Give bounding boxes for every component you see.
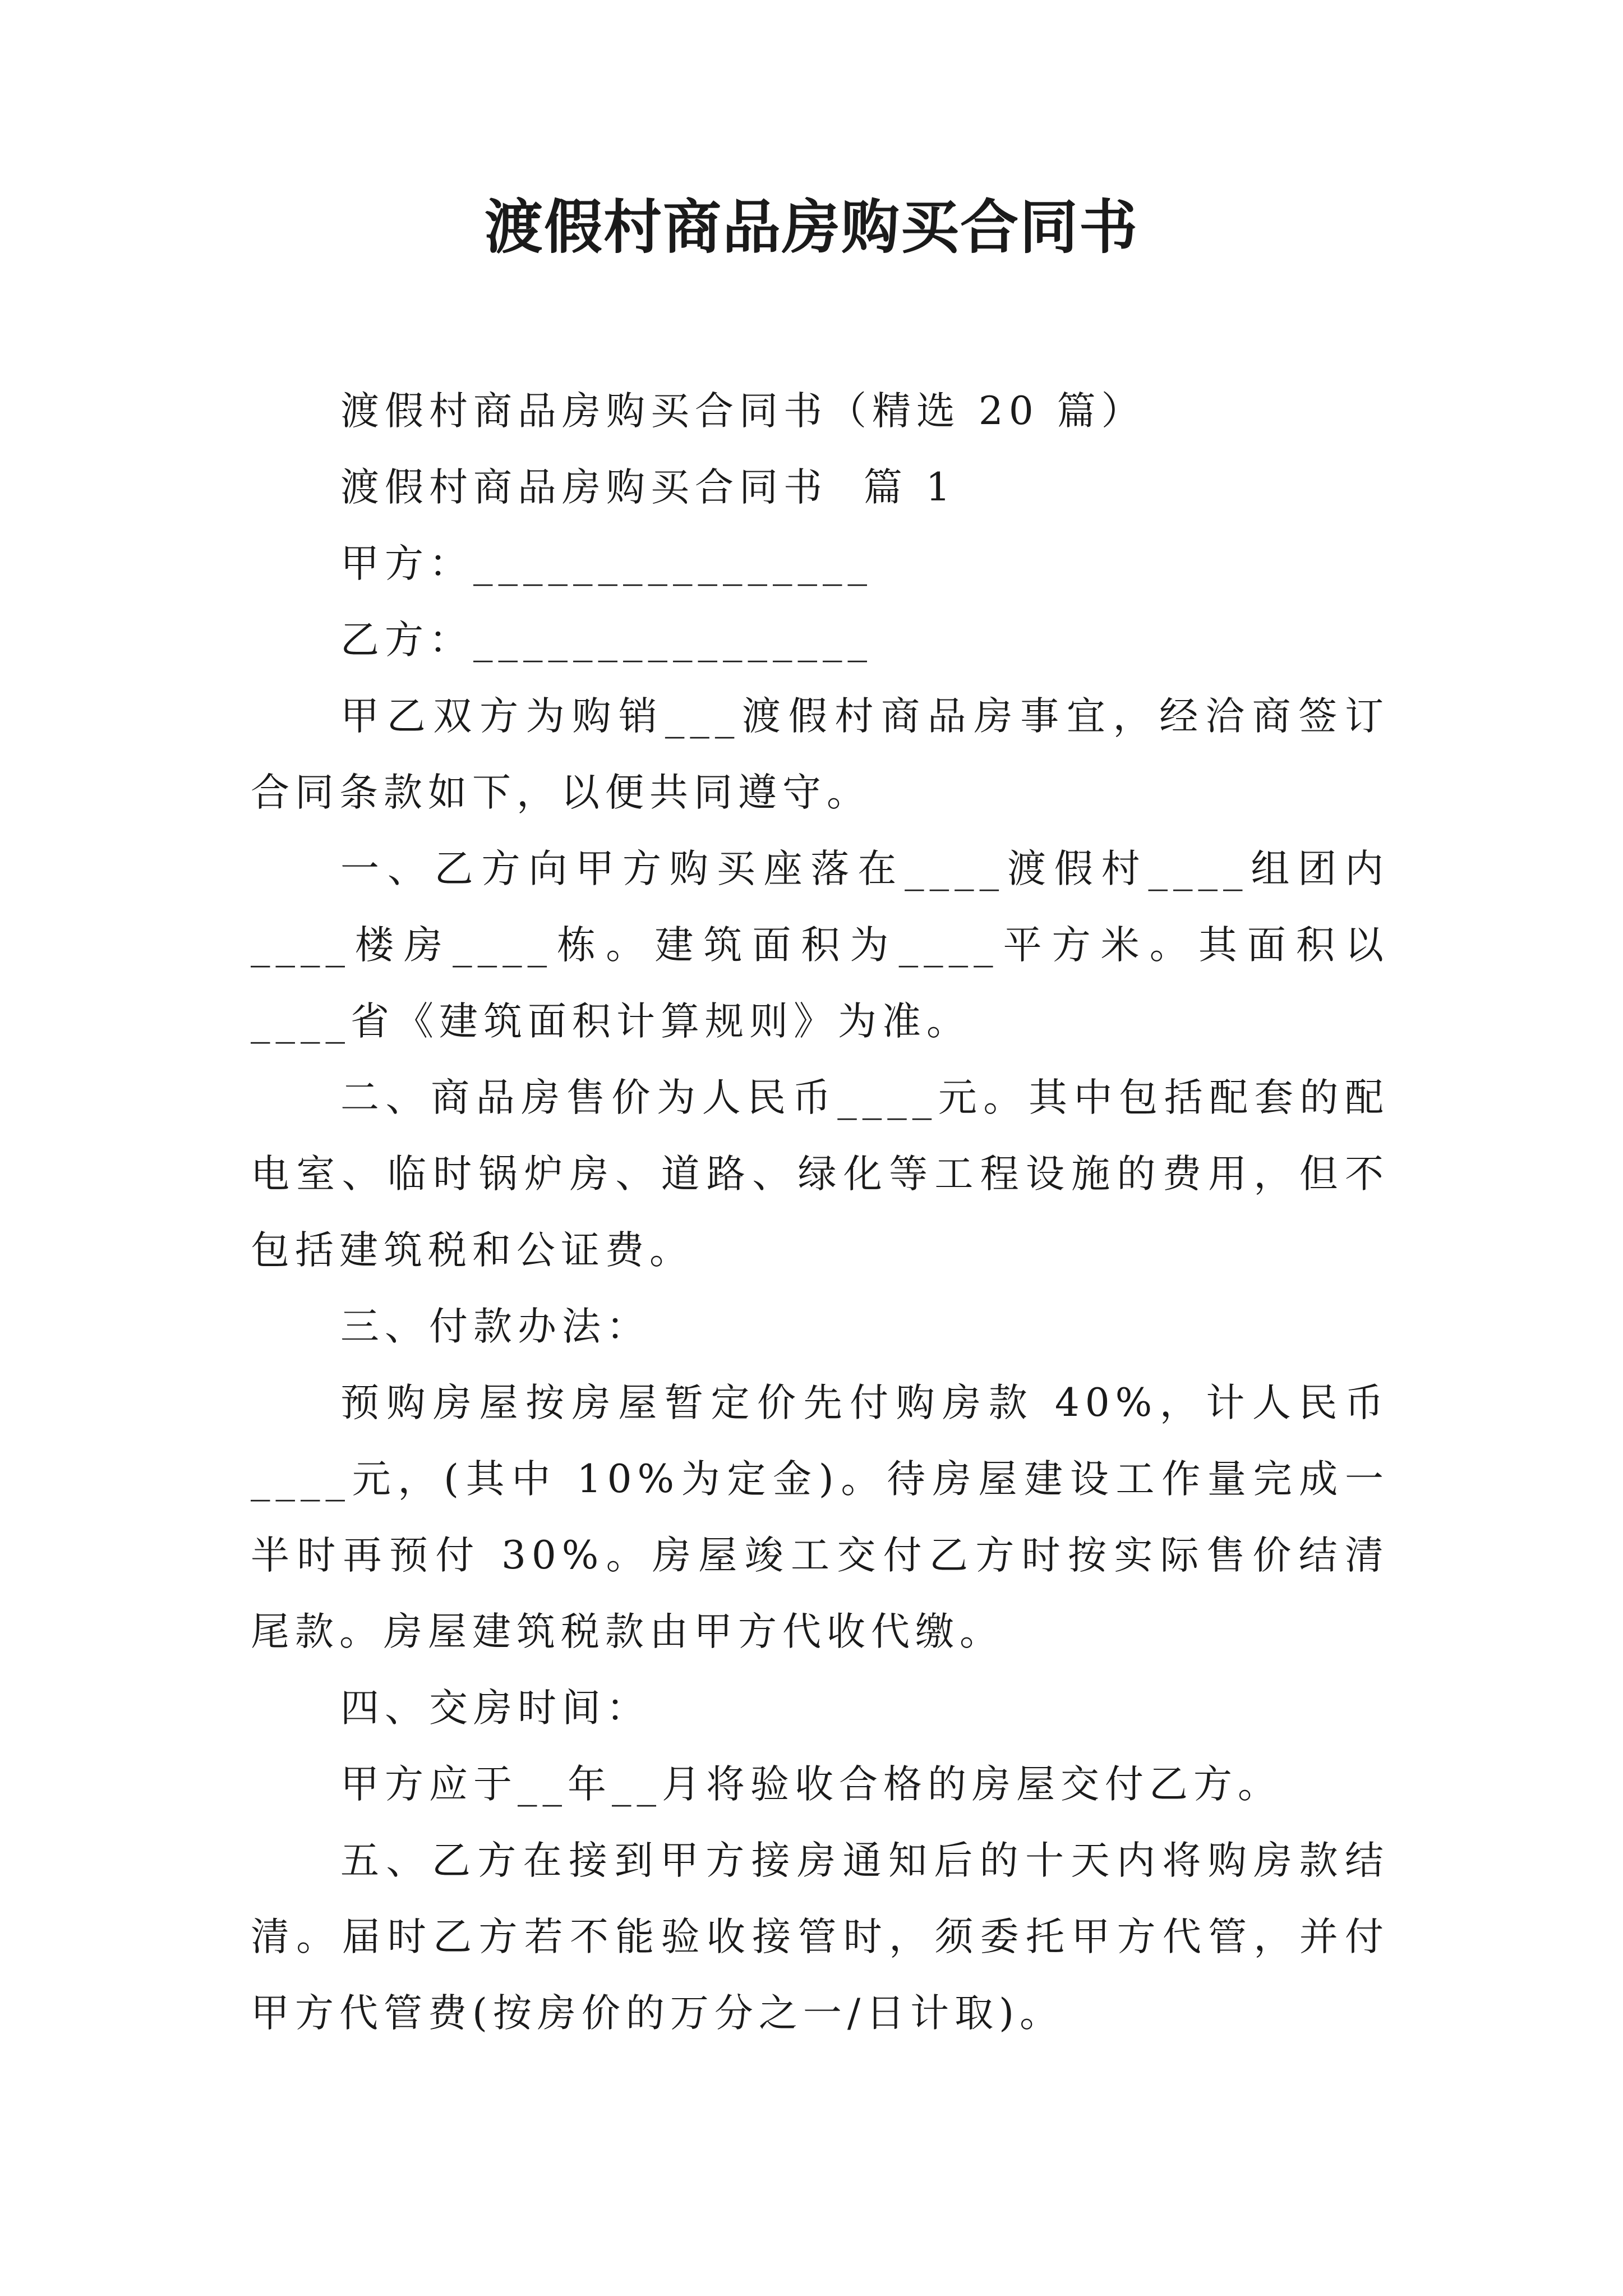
intro-paragraph: 甲乙双方为购销___渡假村商品房事宜，经洽商签订合同条款如下，以便共同遵守。 [251,694,1389,815]
clause-1: 一、乙方向甲方购买座落在____渡假村____组团内____楼房____栋。建筑面积为____平方米。其面积以____省《建筑面积计算规则》为准。 [251,846,1389,1044]
party-a-line: 甲方：________________ [340,541,873,586]
clause-3-body: 预购房屋按房屋暂定价先付购房款 40%，计人民币____元，(其中 10%为定金)。待房屋建设工作量完成一半时再预付 30%。房屋竣工交付乙方时按实际售价结清尾款。房屋建筑税款由甲方代收代缴。 [251,1381,1389,1654]
document-subtitle: 渡假村商品房购买合同书（精选 20 篇） [340,389,1146,434]
document-body [251,373,1389,2051]
clause-5: 五、乙方在接到甲方接房通知后的十天内将购房款结清。届时乙方若不能验收接管时，须委托甲方代管，并付甲方代管费(按房价的万分之一/日计取)。 [251,1838,1389,2036]
party-b-line: 乙方：________________ [340,618,873,662]
clause-4-heading: 四、交房时间： [340,1686,651,1731]
document-title: 渡假村商品房购买合同书 [484,193,1138,261]
clause-2: 二、商品房售价为人民币____元。其中包括配套的配电室、临时锅炉房、道路、绿化等工程设施的费用，但不包括建筑税和公证费。 [251,1075,1389,1273]
section-heading: 渡假村商品房购买合同书 篇 1 [340,465,956,510]
clause-3-heading: 三、付款办法： [340,1304,651,1349]
clause-4-body: 甲方应于__年__月将验收合格的房屋交付乙方。 [340,1762,1282,1807]
